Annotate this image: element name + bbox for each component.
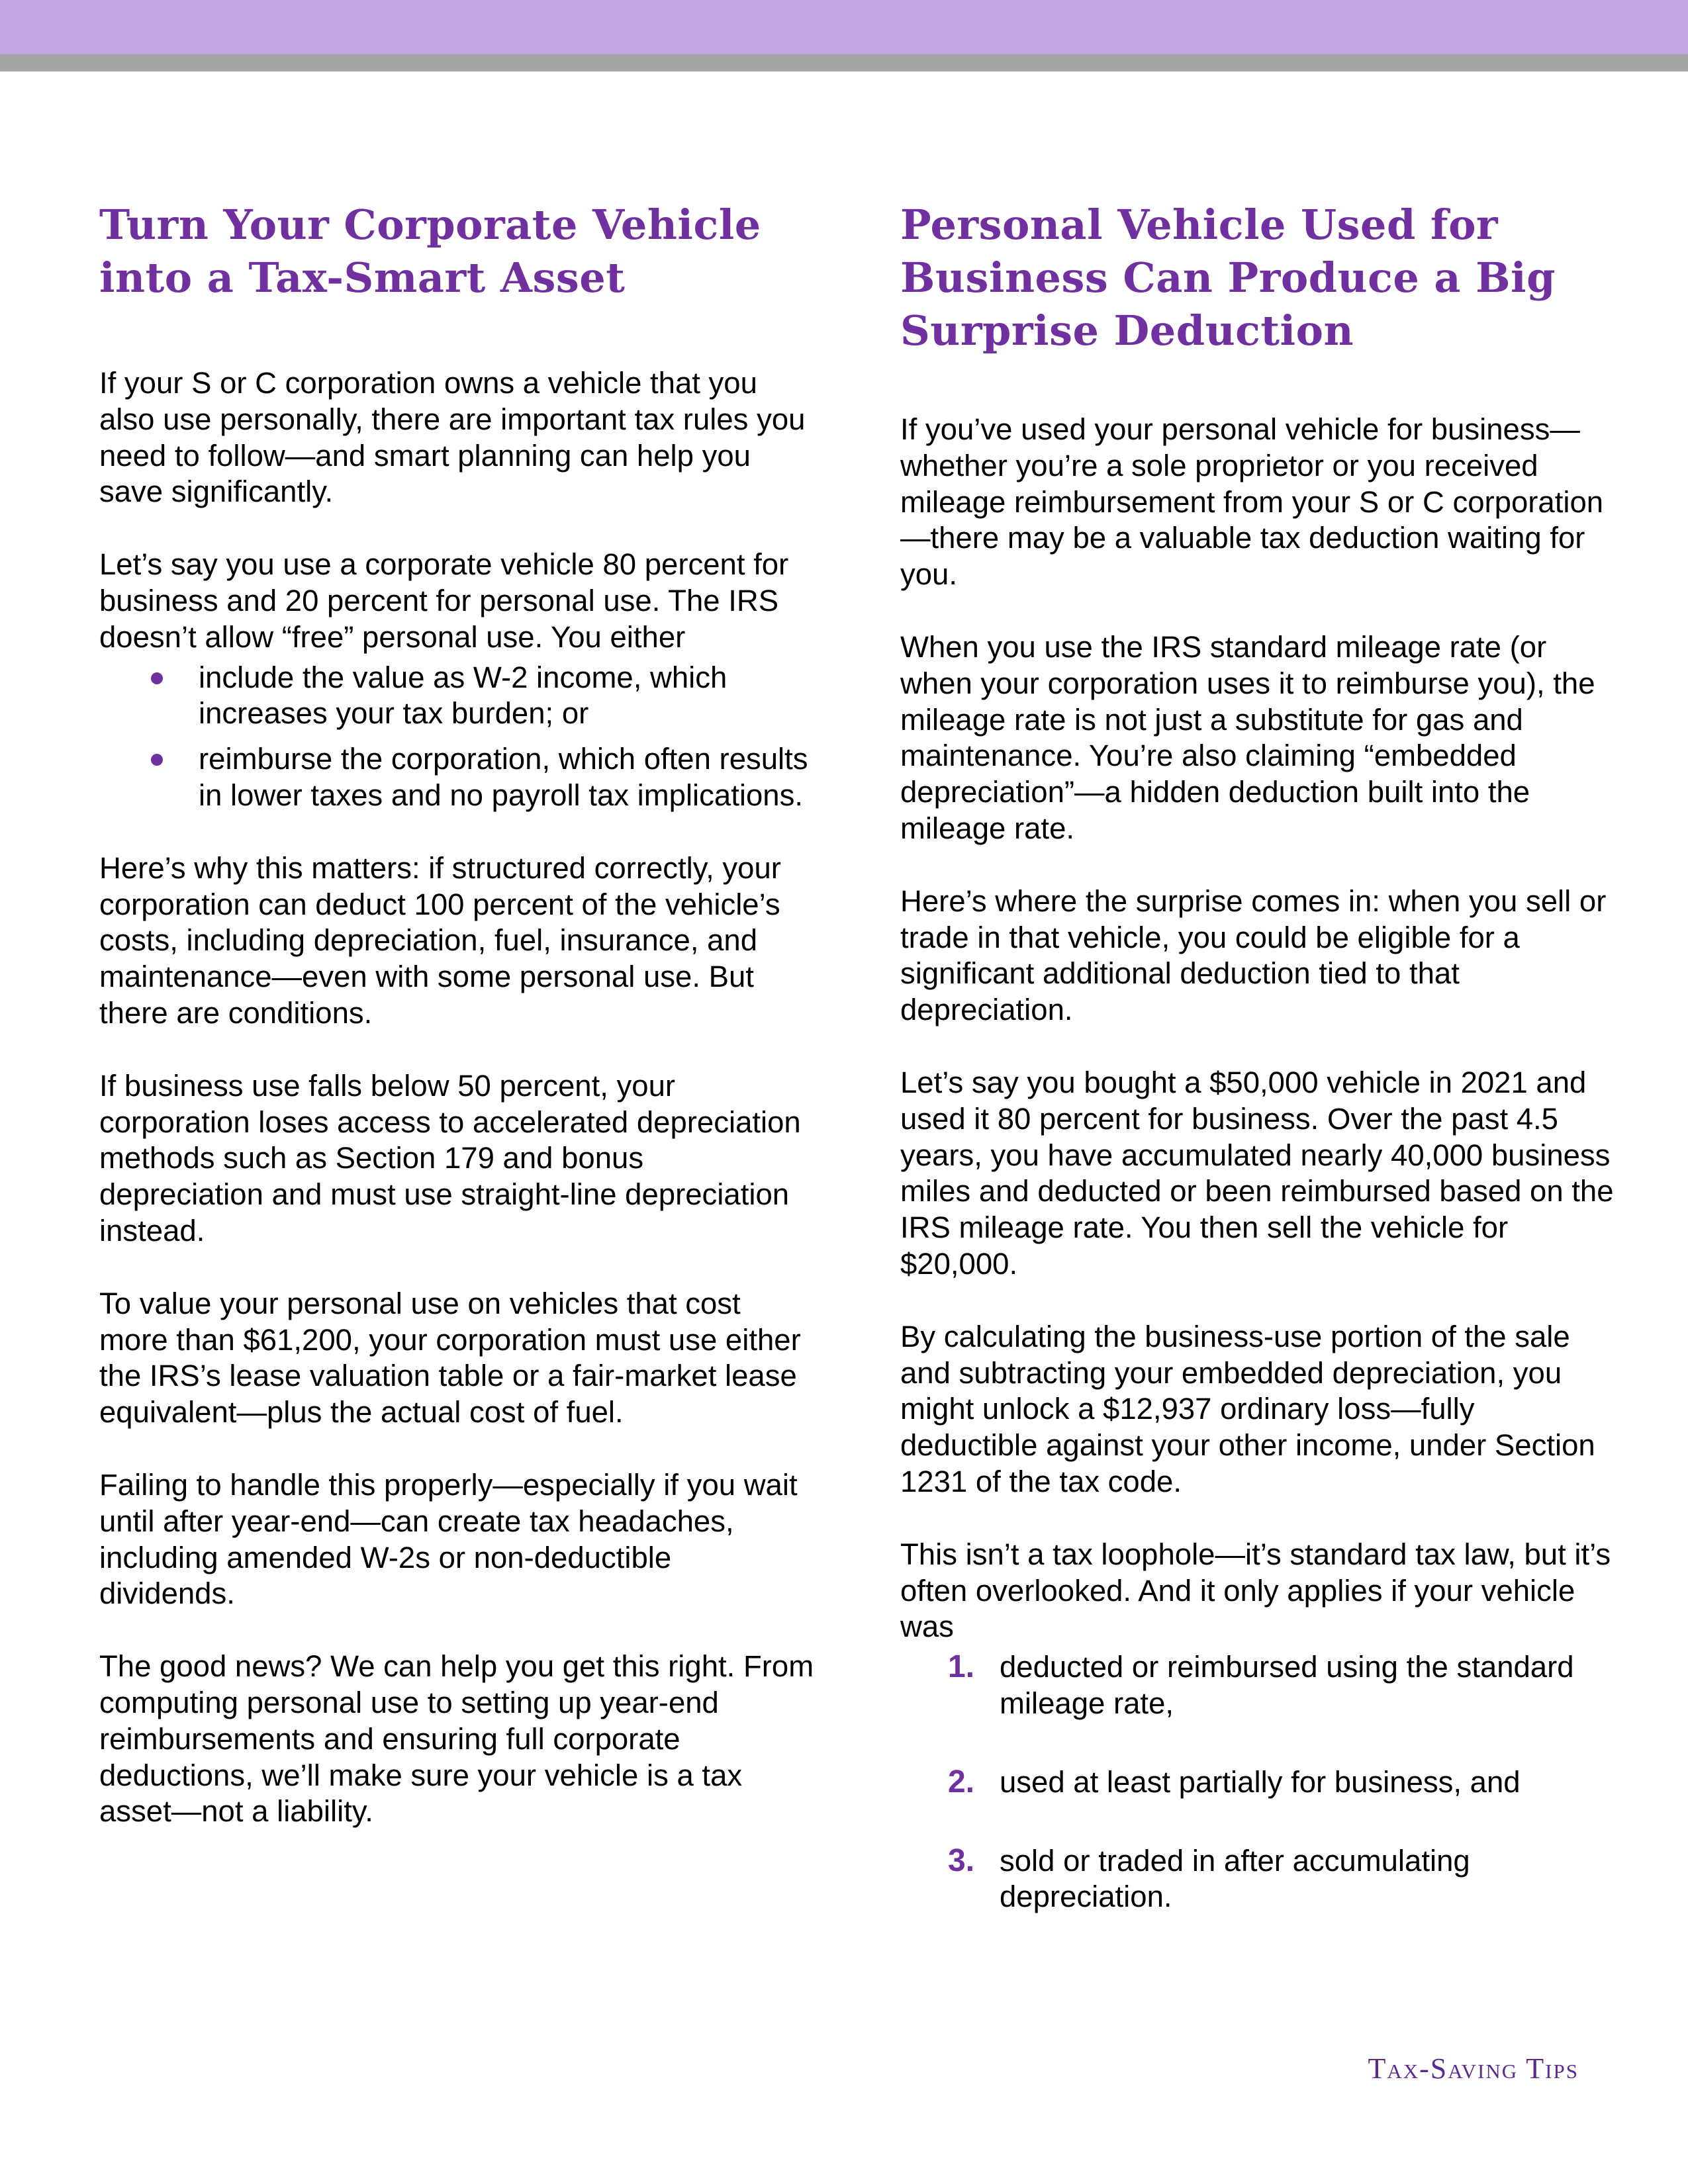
numbered-text: used at least partially for business, and: [1000, 1764, 1521, 1799]
bullet-text: reimburse the corporation, which often results in lower taxes and no payroll tax implications.: [199, 742, 808, 812]
left-article: [99, 199, 814, 1866]
numbered-text: deducted or reimbursed using the standard mileage rate,: [1000, 1650, 1574, 1720]
list-number: 2.: [948, 1764, 975, 1799]
header-band: [0, 0, 1688, 54]
bullet-item: [99, 741, 814, 814]
header-divider-band: [0, 54, 1688, 71]
numbered-item: [900, 1649, 1615, 1722]
paragraph: If you’ve used your personal vehicle for business—whether you’re a sole proprietor or you received mileage reimbursement from your S or C corporation—there may be a valuable tax deduction waiting for you.: [900, 412, 1604, 592]
numbered-text: sold or traded in after accumulating depreciation.: [1000, 1843, 1470, 1914]
paragraph: If business use falls below 50 percent, your corporation loses access to accelerated depreciation methods such as Section 179 and bonus depreciation and must use straight-line depreciation instead.: [99, 1068, 801, 1248]
numbered-item: [900, 1764, 1615, 1801]
bullet-icon: [151, 672, 163, 684]
list-number: 1.: [948, 1649, 975, 1685]
paragraph: The good news? We can help you get this right. From computing personal use to setting up year-end reimbursements and ensuring full corporate deductions, we’ll make sure your vehicle is a tax asset—not a liability.: [99, 1649, 814, 1829]
paragraph: This isn’t a tax loophole—it’s standard tax law, but it’s often overlooked. And it only applies if your vehicle was: [900, 1537, 1611, 1644]
paragraph: Here’s why this matters: if structured correctly, your corporation can deduct 100 percent of the vehicle’s costs, including depreciation, fuel, insurance, and maintenance—even with some personal use. But there are conditions.: [99, 850, 781, 1030]
numbered-item: [900, 1843, 1615, 1916]
bullet-icon: [151, 754, 163, 766]
paragraph: If your S or C corporation owns a vehicle that you also use personally, there are important tax rules you need to follow—and smart planning can help you save significantly.: [99, 366, 806, 509]
paragraph: To value your personal use on vehicles that cost more than $61,200, your corporation must use either the IRS’s lease valuation table or a fair-market lease equivalent—plus the actual cost of fuel.: [99, 1286, 801, 1430]
numbered-list: [900, 1649, 1615, 1915]
paragraph: When you use the IRS standard mileage rate (or when your corporation uses it to reimburse you), the mileage rate is not just a substitute for gas and maintenance. You’re also claiming “embedded depreciation”—a hidden deduction built into the mileage rate.: [900, 629, 1595, 845]
paragraph: Let’s say you use a corporate vehicle 80 percent for business and 20 percent for personal use. The IRS doesn’t allow “free” personal use. You either: [99, 547, 789, 654]
right-article: [900, 199, 1615, 1958]
paragraph: Let’s say you bought a $50,000 vehicle in 2021 and used it 80 percent for business. Over the past 4.5 years, you have accumulated nearly 40,000 business miles and deducted or been reimbursed based on the IRS mileage rate. You then sell the vehicle for $20,000.: [900, 1065, 1614, 1281]
paragraph: Failing to handle this properly—especially if you wait until after year-end—can create tax headaches, including amended W-2s or non-deductible dividends.: [99, 1467, 798, 1611]
paragraph: Here’s where the surprise comes in: when you sell or trade in that vehicle, you could be eligible for a significant additional deduction tied to that depreciation.: [900, 884, 1607, 1027]
right-article-title: Personal Vehicle Used for Business Can Produce a Big Surprise Deduction: [900, 201, 1556, 355]
paragraph: By calculating the business-use portion of the sale and subtracting your embedded depreciation, you might unlock a $12,937 ordinary loss—fully deductible against your other income, under Section 1231 of the tax code.: [900, 1319, 1595, 1498]
bullet-list: [99, 660, 814, 814]
left-article-title: Turn Your Corporate Vehicle into a Tax-Smart Asset: [99, 201, 761, 302]
bullet-item: [99, 660, 814, 733]
footer-label: Tax-Saving Tips: [1368, 2052, 1579, 2085]
bullet-text: include the value as W-2 income, which increases your tax burden; or: [199, 660, 727, 731]
list-number: 3.: [948, 1843, 975, 1878]
